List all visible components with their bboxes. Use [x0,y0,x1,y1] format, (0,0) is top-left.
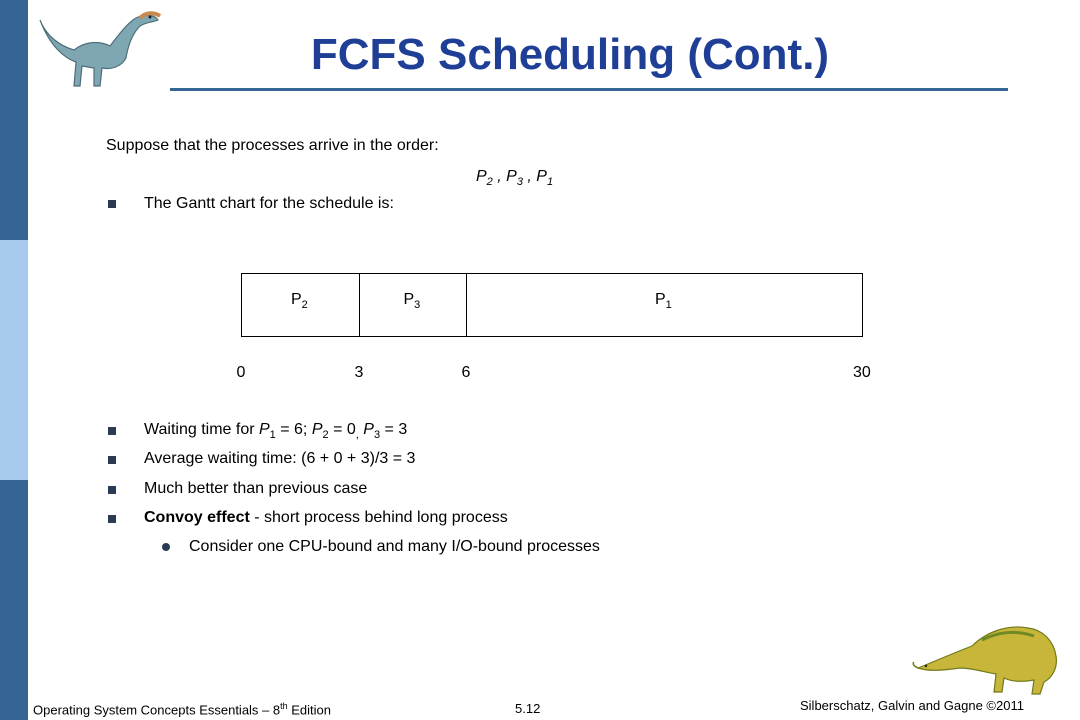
bullet-icon [108,456,116,464]
gantt-process-name: P [291,291,302,308]
waiting-p2-value: = 0 [328,421,356,438]
footer-left [33,701,331,717]
footer-right: Silberschatz, Galvin and Gagne ©2011 [800,698,1024,713]
sidebar-segment [0,240,28,480]
arrival-order [476,168,553,188]
order-sep: , [522,168,537,185]
average-waiting-text: Average waiting time: (6 + 0 + 3)/3 = 3 [144,450,416,467]
gantt-process-name: P [403,291,415,308]
sidebar [0,0,28,720]
convoy-effect-text [144,509,508,527]
bullet-icon [108,427,116,435]
footer-edition: Edition [287,702,332,718]
title-underline [170,88,1008,91]
page-number: 5.12 [515,701,541,716]
page-title: FCFS Scheduling (Cont.) [310,30,830,79]
waiting-comma: , [355,429,359,442]
waiting-p1: P [259,421,270,438]
gantt-process-sub: 1 [665,299,672,312]
order-p3-sub: 3 [516,176,523,189]
order-sep: , [492,168,507,185]
gantt-tick-label: 30 [853,364,871,381]
waiting-p3: P [358,421,374,438]
bullet-icon [108,515,116,523]
gantt-intro-text: The Gantt chart for the schedule is: [144,195,394,212]
order-p1: P [536,168,547,185]
gantt-segment-label [291,291,308,311]
gantt-process-sub: 3 [414,299,421,312]
order-p3: P [506,168,517,185]
waiting-prefix: Waiting time for [144,421,259,438]
footer-edition-sup: th [280,701,288,711]
much-better-text: Much better than previous case [144,480,368,497]
bullet-icon [108,200,116,208]
dinosaur-icon [36,6,166,90]
footer-book-title: Operating System Concepts Essentials – 8 [33,702,281,718]
bullet-icon [108,486,116,494]
convoy-effect-desc: - short process behind long process [249,509,508,526]
sidebar-segment [0,0,28,240]
sidebar-segment [0,480,28,720]
gantt-segment-label [655,291,672,311]
gantt-segment-label [404,291,421,311]
waiting-p1-sub: 1 [269,429,276,442]
waiting-p3-sub: 3 [373,429,381,442]
order-p2-sub: 2 [486,176,493,189]
sub-bullet-text: Consider one CPU-bound and many I/O-bound processes [189,538,600,555]
dinosaur-icon [912,616,1062,696]
waiting-p2-sub: 2 [322,429,329,442]
intro-text: Suppose that the processes arrive in the order: [106,137,439,154]
gantt-process-sub: 2 [301,299,308,312]
gantt-tick-label: 3 [354,364,364,381]
waiting-p3-value: = 3 [380,421,408,438]
gantt-process-name: P [655,291,666,308]
waiting-p2: P [307,421,323,438]
order-p1-sub: 1 [546,176,554,189]
order-p2: P [476,168,487,185]
sub-bullet-icon [162,543,170,551]
gantt-tick-label: 0 [236,364,246,381]
waiting-time-text [144,421,407,441]
gantt-tick-label: 6 [461,364,471,381]
waiting-p1-value: = 6; [275,421,308,438]
convoy-effect-term: Convoy effect [144,509,250,526]
